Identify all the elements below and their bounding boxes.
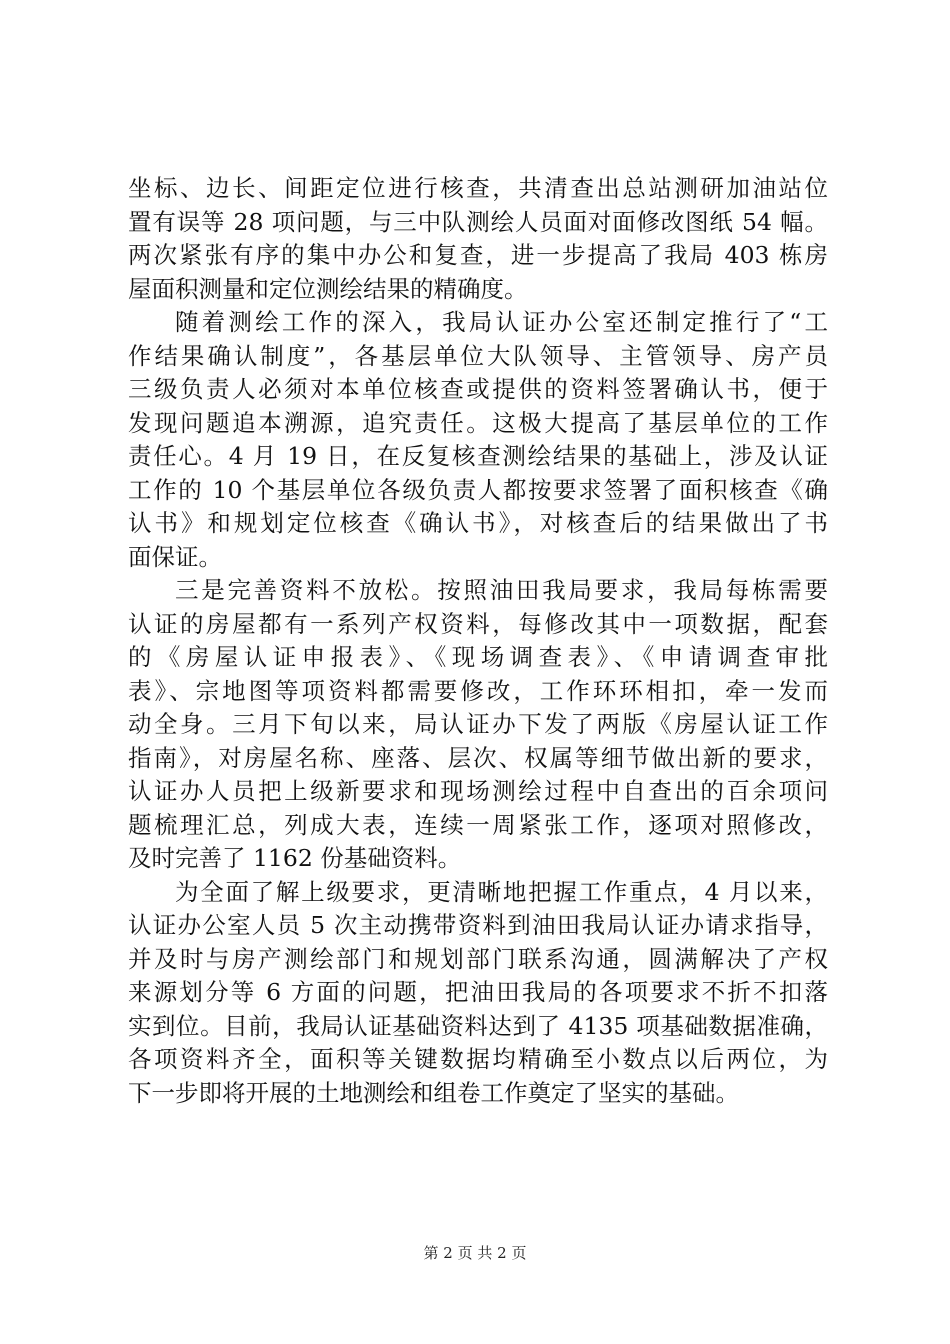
text-line: 来源划分等 6 方面的问题，把油田我局的各项要求不折不扣落: [128, 978, 828, 1006]
text-line: 题梳理汇总，列成大表，连续一周紧张工作，逐项对照修改，: [128, 810, 828, 839]
text-line: 认证办人员把上级新要求和现场测绘过程中自查出的百余项问: [128, 777, 828, 805]
text-line: 表》、宗地图等项资料都需要修改，工作环环相扣，牵一发而: [128, 676, 828, 705]
text-line: 屋面积测量和定位测绘结果的精确度。: [128, 274, 528, 303]
paragraph-start-line: 为全面了解上级要求，更清晰地把握工作重点，4 月以来，: [175, 877, 828, 906]
text-line: 坐标、边长、间距定位进行核查，共清查出总站测研加油站位: [128, 174, 828, 202]
text-line: 两次紧张有序的集中办公和复查，进一步提高了我局 403 栋房: [128, 241, 828, 269]
paragraph-start-line: 随着测绘工作的深入，我局认证办公室还制定推行了“工: [175, 308, 828, 336]
text-line: 工作的 10 个基层单位各级负责人都按要求签署了面积核查《确: [128, 475, 828, 504]
text-line: 认证的房屋都有一系列产权资料，每修改其中一项数据，配套: [128, 609, 828, 638]
text-line: 实到位。目前，我局认证基础资料达到了 4135 项基础数据准确，: [128, 1011, 828, 1040]
text-line: 发现问题追本溯源，追究责任。这极大提高了基层单位的工作: [128, 408, 828, 437]
text-line: 面保证。: [128, 542, 222, 571]
text-line: 并及时与房产测绘部门和规划部门联系沟通，圆满解决了产权: [128, 944, 828, 973]
paragraph-start-line: 三是完善资料不放松。按照油田我局要求，我局每栋需要: [175, 576, 828, 604]
text-line: 各项资料齐全，面积等关键数据均精确至小数点以后两位，为: [128, 1045, 828, 1073]
body-text: [128, 172, 828, 1110]
text-line: 责任心。4 月 19 日，在反复核查测绘结果的基础上，涉及认证: [128, 442, 828, 470]
text-line: 动全身。三月下旬以来，局认证办下发了两版《房屋认证工作: [128, 710, 828, 738]
text-line: 指南》，对房屋名称、座落、层次、权属等细节做出新的要求，: [128, 743, 828, 772]
text-line: 置有误等 28 项问题，与三中队测绘人员面对面修改图纸 54 幅。: [128, 207, 828, 236]
text-line: 及时完善了 1162 份基础资料。: [128, 844, 462, 872]
page-number-footer: 第 2 页 共 2 页: [423, 1244, 527, 1262]
text-line: 的《房屋认证申报表》、《现场调查表》、《申请调查审批: [128, 643, 828, 671]
text-line: 认书》和规划定位核查《确认书》，对核查后的结果做出了书: [128, 509, 828, 537]
text-line: 认证办公室人员 5 次主动携带资料到油田我局认证办请求指导，: [128, 911, 828, 939]
text-line: 三级负责人必须对本单位核查或提供的资料签署确认书，便于: [128, 375, 828, 403]
text-line: 作结果确认制度”，各基层单位大队领导、主管领导、房产员: [128, 341, 828, 370]
text-line: 下一步即将开展的土地测绘和组卷工作奠定了坚实的基础。: [128, 1078, 739, 1107]
